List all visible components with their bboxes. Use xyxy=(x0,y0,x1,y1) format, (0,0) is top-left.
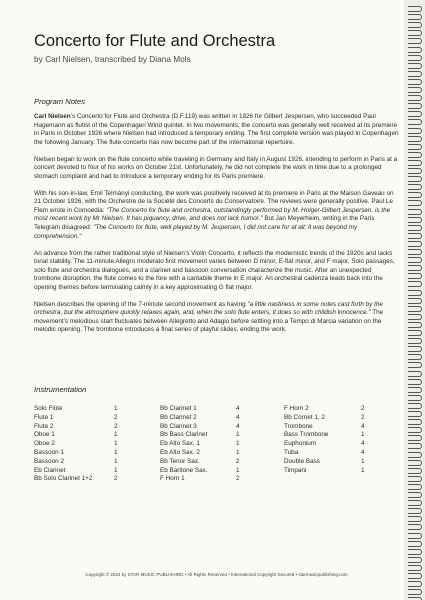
binding-coil xyxy=(408,200,422,206)
instrument-row: Double Bass 1 xyxy=(284,457,365,465)
instrument-row: Flute 2 2 xyxy=(34,422,118,430)
binding-coil xyxy=(408,47,422,53)
binding-coil xyxy=(408,71,422,77)
binding-coil xyxy=(408,346,422,352)
binding-coil xyxy=(408,354,422,360)
instrument-column-1 xyxy=(34,405,154,484)
binding-coil xyxy=(408,144,422,150)
program-notes-body xyxy=(34,113,399,344)
spiral-binding xyxy=(404,0,425,600)
instrument-row: Solo Flute 1 xyxy=(34,405,118,412)
binding-coil xyxy=(408,192,422,198)
binding-coil xyxy=(408,119,422,125)
binding-coil xyxy=(408,298,422,304)
program-notes-heading: Program Notes xyxy=(34,97,86,106)
binding-coil xyxy=(408,30,422,36)
binding-coil xyxy=(408,330,422,336)
binding-coil xyxy=(408,508,422,514)
paragraph-4: An advance from the rather traditional style of Nielsen’s Violin Concerto, it reflects the modernistic trends of the 1920s and lacks tonal stability. The 11-minute Allegro moderato first movement varies between D minor, E-flat minor, and F major. Solo passages, solo flute and orchestra dialogues, and a clarinet and bassoon conversation characterize the music. After an unexpected trombone disruption, the flute comes to the fore with a cantabile theme in E major. An orchestral cadenza leads back into the opening themes before terminating calmly in a key approximating G flat major. xyxy=(34,249,395,291)
instrument-row: Bb Clarinet 2 4 xyxy=(160,413,240,421)
binding-coil xyxy=(408,87,422,93)
binding-coil xyxy=(408,516,422,522)
binding-coil xyxy=(408,176,422,182)
binding-coil xyxy=(408,589,422,595)
binding-coil xyxy=(408,38,422,44)
instrument-row: Tuba 4 xyxy=(284,448,365,456)
binding-coil xyxy=(408,419,422,425)
instrument-row: Trombone 4 xyxy=(284,422,365,430)
paragraph-2: Nielsen began to work on the flute concerto while traveling in Germany and Italy in August 1926, intending to perform in Paris at a concert devoted to four of his works on October 21st. Unfortunately, he did not complete the work in time due to a prolonged stomach complaint and had to introduce a temporary ending for its Paris premiere. xyxy=(34,155,398,180)
binding-coil xyxy=(408,411,422,417)
binding-coil xyxy=(408,168,422,174)
binding-coil xyxy=(408,265,422,271)
instrument-row: Flute 1 2 xyxy=(34,413,118,421)
binding-coil xyxy=(408,565,422,571)
instrument-column-2 xyxy=(160,405,280,484)
instrument-row: Eb Alto Sax. 2 1 xyxy=(160,448,240,456)
binding-coil xyxy=(408,371,422,377)
binding-coil xyxy=(408,95,422,101)
binding-coil xyxy=(408,322,422,328)
binding-coil xyxy=(408,443,422,449)
binding-coil xyxy=(408,492,422,498)
binding-coil xyxy=(408,435,422,441)
instrument-row: Bass Trombone 1 xyxy=(284,431,365,439)
instrument-row: Eb Clarinet 1 xyxy=(34,466,118,474)
binding-coil xyxy=(408,581,422,587)
binding-coil xyxy=(408,111,422,117)
binding-coil xyxy=(408,500,422,506)
binding-coil xyxy=(408,136,422,142)
instrument-row: Bb Bass Clarinet 1 xyxy=(160,431,240,439)
binding-coil xyxy=(408,403,422,409)
binding-coil xyxy=(408,460,422,466)
instrument-row: Euphonium 4 xyxy=(284,440,365,448)
instrument-row: Bb Cornet 1, 2 2 xyxy=(284,413,365,421)
binding-coil xyxy=(408,533,422,539)
binding-coil xyxy=(408,290,422,296)
instrumentation-heading: Instrumentation xyxy=(34,385,87,394)
binding-coil xyxy=(408,233,422,239)
binding-coil xyxy=(408,387,422,393)
binding-coil xyxy=(408,128,422,134)
binding-coil xyxy=(408,257,422,263)
binding-coil xyxy=(408,55,422,61)
page-title: Concerto for Flute and Orchestra xyxy=(34,32,276,50)
binding-coil xyxy=(408,184,422,190)
instrument-row: Eb Baritone Sax. 1 xyxy=(160,466,240,474)
copyright-footer: Copyright © 2024 by STAR MUSIC PUBLISHING • All Rights Reserved • International Copyright Secured • starmusicpublishing.com xyxy=(85,572,348,577)
binding-coil xyxy=(408,14,422,20)
binding-coil xyxy=(408,209,422,215)
binding-coil xyxy=(408,160,422,166)
binding-coil xyxy=(408,241,422,247)
binding-coil xyxy=(408,338,422,344)
composer-name: Carl Nielsen xyxy=(34,113,71,120)
instrument-row: Eb Alto Sax. 1 1 xyxy=(160,440,240,448)
composer-credit: by Carl Nielsen, transcribed by Diana Mols xyxy=(34,54,191,64)
instrument-row: Bb Tenor Sax. 2 xyxy=(160,457,240,465)
instrument-row: Oboe 2 1 xyxy=(34,440,118,448)
instrument-row: F Horn 1 2 xyxy=(160,475,240,483)
binding-coil xyxy=(408,549,422,555)
binding-coil xyxy=(408,541,422,547)
instrument-row: Bassoon 1 1 xyxy=(34,448,118,456)
binding-coil xyxy=(408,468,422,474)
binding-coil xyxy=(408,379,422,385)
binding-coil xyxy=(408,152,422,158)
binding-coil xyxy=(408,427,422,433)
binding-coil xyxy=(408,476,422,482)
binding-coil xyxy=(408,225,422,231)
instrument-row: Bb Solo Clarinet 1+2 2 xyxy=(34,475,118,483)
binding-coil xyxy=(408,6,422,12)
instrument-row: Oboe 1 1 xyxy=(34,431,118,439)
binding-coil xyxy=(408,362,422,368)
instrument-row: Bassoon 2 1 xyxy=(34,457,118,465)
binding-coil xyxy=(408,273,422,279)
binding-coil xyxy=(408,395,422,401)
binding-coil xyxy=(408,484,422,490)
instrument-row: F Horn 2 2 xyxy=(284,405,365,412)
binding-coil xyxy=(408,103,422,109)
paragraph-5: Nielsen describes the opening of the 7-minute second movement as having "a little nastiness in some notes cast forth by the orchestra, but the atmosphere quickly relaxes again, and, when the solo flute enters, it does so with childish innocence." The movement’s melodious start fluctuates between Allegretto and Adagio before settling into a Tempo di Marcia variation on the melodic opening. The trombone introduces a final series of playful slides, ending the work. xyxy=(34,300,384,334)
binding-coil xyxy=(408,281,422,287)
paragraph-3: With his son-in-law, Emil Telmányi conducting, the work was positively received at its premiere in Paris at the Maison Gaveau on 21 October 1926, with the Orchestre de la Société des Concerts du Conservatoire. The reviews were generally positive. Paul Le Flem wrote in Comoedia: "The Concerto for flute and orchestra, outstandingly performed by M. Holger-Gilbert Jespersen, is the most recent work by Mr Nielsen. It has piquancy, drive, and does not lack humor." But Jan Meyerheim, writing in the Paris Telegram disagreed: "The Concerto for flute, well played by M. Jespersen, I did not care for at all; it was beyond my comprehension." xyxy=(34,189,394,240)
paragraph-1: Carl Nielsen’s Concerto for Flute and Orchestra (D.F.119) was written in 1926 for Gilbert Jespersen, who succeeded Paul Hagemann as flutist of the Copenhagen Wind quintet. In two movements, the concerto was generally well received at its premiere in Paris in October 1926 where Nielsen had introduced a temporary ending. The first complete version was played in Copenhagen the following January. The flute concerto has now become part of the international repertoire. xyxy=(34,113,399,146)
instrument-row: Timpani 1 xyxy=(284,466,365,474)
instrument-column-3 xyxy=(284,405,399,475)
binding-coil xyxy=(408,573,422,579)
instrument-row: Bb Clarinet 1 4 xyxy=(160,405,240,412)
binding-coil xyxy=(408,63,422,69)
binding-coil xyxy=(408,22,422,28)
binding-coil xyxy=(408,524,422,530)
binding-coil xyxy=(408,306,422,312)
binding-coil xyxy=(408,79,422,85)
instrument-row: Bb Clarinet 3 4 xyxy=(160,422,240,430)
binding-coil xyxy=(408,314,422,320)
binding-coil xyxy=(408,249,422,255)
binding-coil xyxy=(408,557,422,563)
binding-coil xyxy=(408,452,422,458)
binding-coil xyxy=(408,217,422,223)
